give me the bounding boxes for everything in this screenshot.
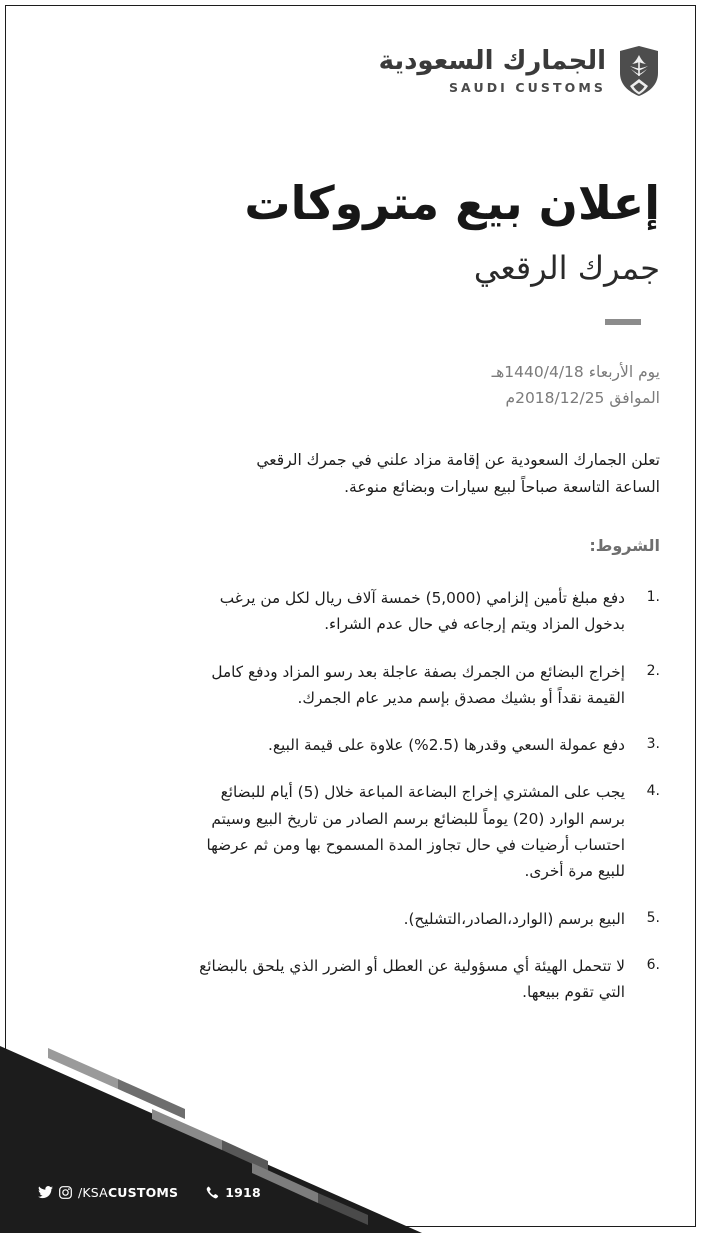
hijri-date: يوم الأربعاء 1440/4/18هـ bbox=[491, 363, 660, 381]
conditions-heading: الشروط: bbox=[589, 536, 660, 555]
gregorian-date: الموافق 2018/12/25م bbox=[505, 388, 660, 407]
conditions-list bbox=[190, 585, 660, 1027]
title-divider-rule bbox=[605, 319, 641, 325]
condition-item bbox=[190, 906, 660, 932]
condition-number: 3. bbox=[646, 736, 660, 753]
condition-item bbox=[190, 953, 660, 1006]
footer-contact-strip bbox=[38, 1185, 261, 1200]
social-handle-prefix: /KSA bbox=[78, 1185, 108, 1200]
social-accounts-group[interactable] bbox=[38, 1185, 178, 1200]
logo-english-name: SAUDI CUSTOMS bbox=[448, 79, 606, 95]
condition-text: إخراج البضائع من الجمرك بصفة عاجلة بعد رسو المزاد ودفع كامل القيمة نقداً أو بشيك مصدق بإسم مدير عام الجمرك. bbox=[211, 662, 625, 707]
auction-dates bbox=[60, 360, 660, 411]
footer-art-svg bbox=[0, 1023, 702, 1233]
saudi-customs-logo bbox=[379, 45, 660, 97]
social-handle-bold: CUSTOMS bbox=[107, 1185, 179, 1200]
condition-number: 1. bbox=[646, 589, 660, 605]
instagram-camera-icon[interactable] bbox=[59, 1186, 72, 1199]
condition-item bbox=[190, 659, 660, 712]
phone-contact-group[interactable] bbox=[205, 1185, 261, 1200]
saudi-customs-shield-palm-emblem bbox=[618, 45, 660, 97]
condition-number: 6. bbox=[646, 956, 660, 973]
social-handle[interactable] bbox=[78, 1185, 178, 1200]
page-title: إعلان بيع متروكات bbox=[244, 176, 660, 230]
announcement-body-text: تعلن الجمارك السعودية عن إقامة مزاد علني في جمرك الرقعي الساعة التاسعة صباحاً لبيع سيارات وبضائع منوعة. bbox=[256, 451, 660, 496]
condition-text: دفع مبلغ تأمين إلزامي (5,000) خمسة آلاف ريال لكل من يرغب بدخول المزاد ويتم إرجاعه في حال عدم الشراء. bbox=[219, 589, 625, 634]
phone-handset-icon[interactable] bbox=[205, 1186, 219, 1200]
condition-number: 2. bbox=[646, 662, 660, 679]
condition-item bbox=[190, 585, 660, 638]
footer-diagonal-artwork bbox=[0, 1023, 702, 1233]
condition-number: 4. bbox=[646, 783, 660, 800]
page-subtitle: جمرك الرقعي bbox=[473, 249, 660, 287]
condition-text: يجب على المشتري إخراج البضاعة المباعة خلال (5) أيام للبضائع برسم الوارد (20) يوماً للبضائع برسم الصادر من تاريخ البيع وسيتم احتساب أرضيات في حال تجاوز المدة المسموح بها ومن ثم عرضها للبيع مرة أخرى. bbox=[206, 783, 625, 881]
logo-text-block bbox=[379, 47, 606, 95]
phone-number[interactable]: 1918 bbox=[225, 1185, 261, 1200]
condition-text: دفع عمولة السعي وقدرها (2.5%) علاوة على قيمة البيع. bbox=[268, 736, 625, 755]
condition-number: 5. bbox=[646, 909, 660, 926]
condition-item bbox=[190, 732, 660, 758]
twitter-bird-icon[interactable] bbox=[38, 1186, 53, 1199]
condition-item bbox=[190, 779, 660, 884]
condition-text: البيع برسم (الوارد،الصادر،التشليح). bbox=[403, 909, 625, 928]
logo-arabic-name: الجمارك السعودية bbox=[378, 46, 606, 77]
condition-text: لا تتحمل الهيئة أي مسؤولية عن العطل أو الضرر الذي يلحق بالبضائع التي تقوم ببيعها. bbox=[199, 956, 625, 1002]
